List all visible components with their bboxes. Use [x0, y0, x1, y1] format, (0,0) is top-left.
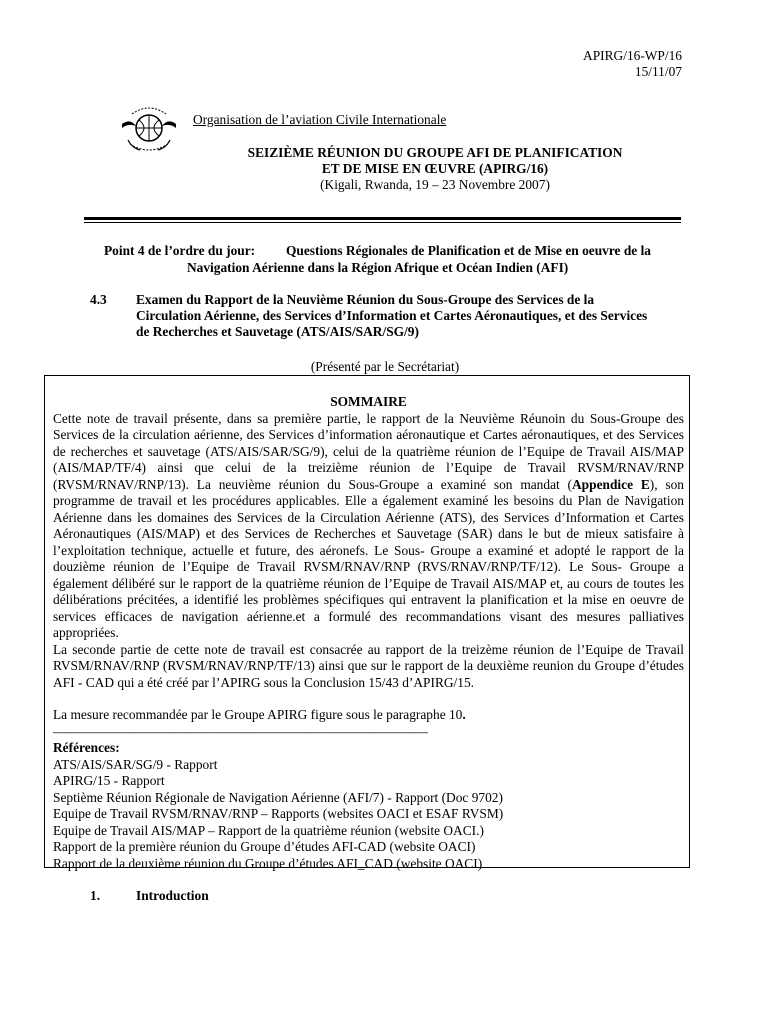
reference-item: Rapport de la deuxième réunion du Groupe d’études AFI_CAD (website OACI) — [53, 855, 483, 871]
reference-item: Rapport de la première réunion du Groupe d’études AFI-CAD (website OACI) — [53, 839, 476, 854]
header-rule-thin — [84, 222, 681, 223]
meeting-place-date: (Kigali, Rwanda, 19 – 23 Novembre 2007) — [320, 177, 550, 192]
recommended-action: La mesure recommandée par le Groupe APIRG figure sous le paragraphe 10. — [53, 707, 466, 722]
reference-item: Equipe de Travail AIS/MAP – Rapport de la quatrième réunion (website OACI.) — [53, 822, 484, 838]
item-number: 4.3 — [90, 292, 107, 307]
meeting-title-line2: ET DE MISE EN ŒUVRE (APIRG/16) — [321, 161, 549, 176]
doc-date: 15/11/07 — [634, 64, 682, 79]
reference-item: APIRG/15 - Rapport — [53, 773, 165, 788]
summary-paragraph-2: La seconde partie de cette note de travail est consacrée au rapport de la treizème réunion de l’Equipe de Travail RVSM/RNAV/RNP (RVSM/RNAV/RNP/TF/13) ainsi que sur le rapport de la deuxième reunion du Groupe d’études AFI - CAD qui a été créé par l’APIRG sous la Conclusion 15/43 d’APIRG/15. — [53, 641, 684, 690]
item-title-line2: Circulation Aérienne, des Services d’Information et Cartes Aéronautiques, et des Services — [136, 308, 648, 323]
presented-by: (Présenté par le Secrétariat) — [310, 359, 460, 374]
agenda-text-line1: Questions Régionales de Planification et de Mise en oeuvre de la — [286, 243, 651, 258]
reference-item: ATS/AIS/SAR/SG/9 - Rapport — [53, 756, 218, 772]
reference-item: Equipe de Travail RVSM/RNAV/RNP – Rapports (websites OACI et ESAF RVSM) — [53, 806, 504, 821]
summary-paragraph-1: Cette note de travail présente, dans sa première partie, le rapport de la Neuvième Réunoin du Sous-Groupe des Services de la circulation aérienne, des Services d’information aéronautique et Cartes aéronautiques, et des Services de recherches et sauvetage (ATS/AIS/SAR/SG/9), celui de la quatrième réunion de l’Equipe de Travail AIS/MAP (AIS/MAP/TF/4) ainsi que celui de la treizième réunion de l’Equipe de Travail RVSM/RNAV/RNP (RVSM/RNAV/RNP/13). La neuvième réunion du Sous-Groupe a examiné son mandat (Appendice E), son programme de travail et les procédures applicables. Elle a également examiné les besoins du Plan de Navigation Aérienne dans les domaines des Services de la Circulation Aérienne (ATS), des Services d’Information et Cartes Aéronautiques (AIS/MAP) et des Services de Recherches et Sauvetage (SAR) dans le but de mieux satisfaire à l’exploitation technique, actuelle et future, des aéronefs. Le Sous- Groupe a examiné et adopté le rapport de la douzième réunion de l’Equipe de Travail RVSM/RNAV/RNP (RVS/RNAV/RNP/TF/12). Le Sous- Groupe a également délibéré sur le rapport de la quatrième réunion de l’Equipe de Travail AIS/MAP et, au cours de toutes les délibérations précitées, a identifié les problèmes spécifiques qui entravent la planification et la mise en oeuvre de services efficaces de navigation aérienne.et a formulé des recommandations visant des mesures palliatives appropriées. — [53, 410, 685, 640]
summary-title: SOMMAIRE — [330, 394, 407, 409]
document-reference — [583, 48, 682, 80]
references-title: Références: — [53, 740, 120, 755]
section-number: 1. — [90, 888, 101, 903]
doc-ref-number: APIRG/16-WP/16 — [583, 48, 682, 63]
organisation-name: Organisation de l’aviation Civile Internationale — [193, 112, 447, 127]
references — [53, 724, 684, 873]
agenda-text-line2: Navigation Aérienne dans la Région Afrique et Océan Indien (AFI) — [187, 260, 569, 275]
item-title-line3: de Recherches et Sauvetage (ATS/AIS/SAR/SG/9) — [136, 324, 419, 339]
meeting-title — [200, 145, 670, 193]
item-title — [136, 292, 676, 340]
header-rule-thick — [84, 217, 681, 220]
divider-line: ———————————————————————————— — [53, 723, 428, 739]
reference-item: Septième Réunion Régionale de Navigation Aérienne (AFI/7) - Rapport (Doc 9702) — [53, 789, 503, 805]
meeting-title-line1: SEIZIÈME RÉUNION DU GROUPE AFI DE PLANIFICATION — [247, 145, 623, 160]
appendix-reference: Appendice E — [572, 476, 650, 492]
agenda-label: Point 4 de l’ordre du jour: — [104, 243, 256, 258]
summary-content — [53, 394, 684, 872]
section-title: Introduction — [136, 888, 209, 903]
agenda-item — [104, 242, 694, 276]
item-title-line1: Examen du Rapport de la Neuvième Réunion du Sous-Groupe des Services de la — [136, 292, 595, 307]
icao-emblem-icon — [118, 104, 180, 156]
